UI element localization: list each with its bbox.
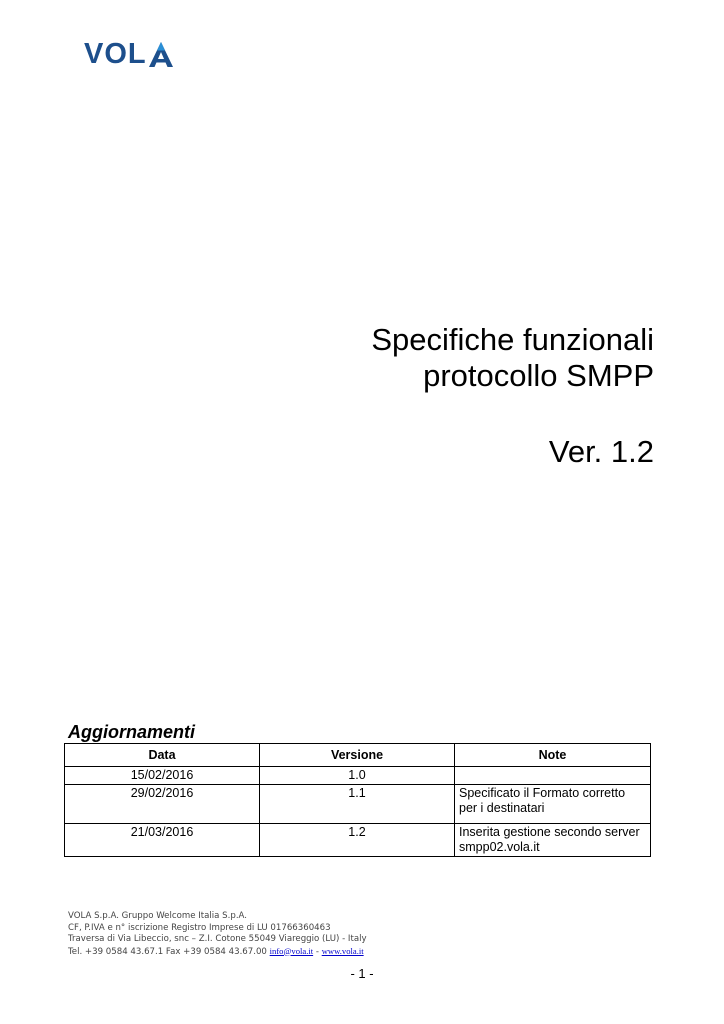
footer-email-link[interactable]: info@vola.it <box>269 945 314 956</box>
row-version: 1.0 <box>260 767 455 785</box>
row-note: Specificato il Formato corretto per i destinatari <box>455 785 651 824</box>
row-date: 21/03/2016 <box>65 824 260 857</box>
column-header-date: Data <box>65 744 260 767</box>
row-note <box>455 767 651 785</box>
updates-heading: Aggiornamenti <box>68 722 196 742</box>
row-version: 1.2 <box>260 824 455 857</box>
row-date: 15/02/2016 <box>65 767 260 785</box>
logo-a-mark-icon <box>148 40 174 68</box>
company-logo <box>84 40 174 68</box>
row-note: Inserita gestione secondo server smpp02.vola.it <box>455 824 651 857</box>
footer-separator: - <box>313 946 322 957</box>
row-date: 29/02/2016 <box>65 785 260 824</box>
footer-address-line: Traversa di Via Libeccio, snc – Z.I. Cotone 55049 Viareggio (LU) - Italy <box>68 934 367 944</box>
logo-wordmark: VOL <box>84 38 147 70</box>
document-title <box>371 322 654 394</box>
title-line-1: Specifiche funzionali <box>371 322 654 357</box>
footer-contact-line <box>68 946 367 959</box>
row-version: 1.1 <box>260 785 455 824</box>
table-row <box>65 767 651 785</box>
updates-table <box>64 743 651 857</box>
title-line-2: protocollo SMPP <box>423 358 654 393</box>
column-header-note: Note <box>455 744 651 767</box>
table-row <box>65 824 651 857</box>
footer-phone-fax: Tel. +39 0584 43.67.1 Fax +39 0584 43.67.00 <box>68 946 270 957</box>
column-header-version: Versione <box>260 744 455 767</box>
footer-registry-line: CF, P.IVA e n° iscrizione Registro Imprese di LU 01766360463 <box>68 922 331 933</box>
table-header-row <box>65 744 651 767</box>
document-version: Ver. 1.2 <box>548 434 654 469</box>
table-row <box>65 785 651 824</box>
page-number: - 1 - <box>350 966 374 981</box>
footer-company-line: VOLA S.p.A. Gruppo Welcome Italia S.p.A. <box>68 911 248 921</box>
footer-website-link[interactable]: www.vola.it <box>321 945 364 956</box>
company-footer <box>68 911 367 958</box>
